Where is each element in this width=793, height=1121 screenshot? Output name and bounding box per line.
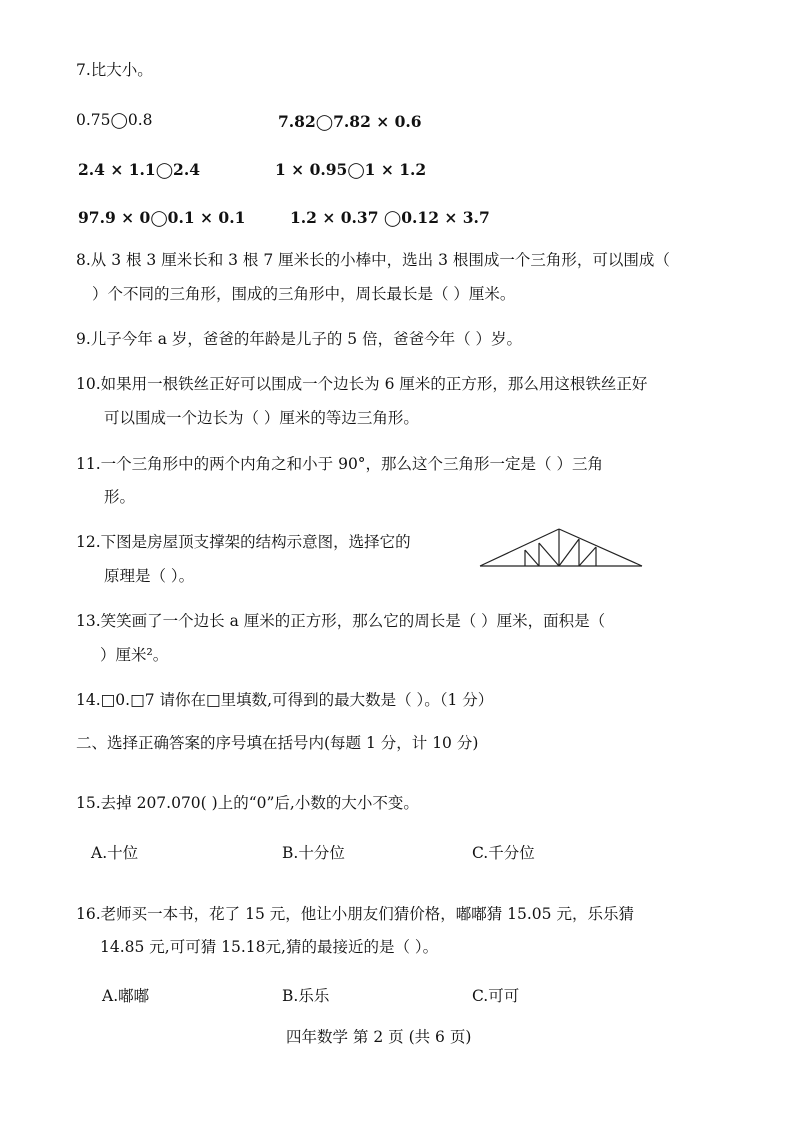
- q16-option-a: A.嘟嘟: [102, 987, 150, 1005]
- q15-option-c: C.千分位: [472, 844, 535, 862]
- q7-row1-right: 7.82◯7.82 × 0.6: [278, 112, 422, 131]
- q14-line1: 14.□0.□7 请你在□里填数,可得到的最大数是（ ）。（1 分）: [76, 691, 494, 709]
- q15-line1: 15.去掉 207.070( )上的“0”后,小数的大小不变。: [76, 794, 419, 812]
- q7-row3-left: 97.9 × 0◯0.1 × 0.1: [78, 208, 246, 227]
- q10-line1: 10.如果用一根铁丝正好可以围成一个边长为 6 厘米的正方形，那么用这根铁丝正好: [76, 375, 648, 393]
- q8-line1: 8.从 3 根 3 厘米长和 3 根 7 厘米长的小棒中，选出 3 根围成一个三角形，可以围成（: [76, 251, 670, 269]
- q7-row2-left: 2.4 × 1.1◯2.4: [78, 160, 201, 179]
- q15-option-a: A.十位: [91, 844, 139, 862]
- q15-option-b: B.十分位: [282, 844, 345, 862]
- q11-line2: 形。: [104, 488, 136, 506]
- roof-truss-diagram: [478, 525, 646, 571]
- q11-line1: 11.一个三角形中的两个内角之和小于 90°，那么这个三角形一定是（ ）三角: [76, 455, 603, 473]
- page-footer: 四年数学 第 2 页 (共 6 页): [286, 1028, 472, 1046]
- q9-line1: 9.儿子今年 a 岁，爸爸的年龄是儿子的 5 倍，爸爸今年（ ）岁。: [76, 330, 523, 348]
- q13-line2: ）厘米²。: [100, 646, 169, 664]
- q16-line2: 14.85 元,可可猜 15.18元,猜的最接近的是（ ）。: [100, 938, 439, 956]
- q7-row2-right: 1 × 0.95◯1 × 1.2: [275, 160, 427, 179]
- q12-line1: 12.下图是房屋顶支撑架的结构示意图，选择它的: [76, 533, 411, 551]
- q10-line2: 可以围成一个边长为（ ）厘米的等边三角形。: [104, 409, 419, 427]
- q7-row3-right: 1.2 × 0.37 ◯0.12 × 3.7: [290, 208, 490, 227]
- q16-option-c: C.可可: [472, 987, 520, 1005]
- q16-line1: 16.老师买一本书，花了 15 元，他让小朋友们猜价格，嘟嘟猜 15.05 元，乐乐猜: [76, 905, 634, 923]
- q13-line1: 13.笑笑画了一个边长 a 厘米的正方形，那么它的周长是（ ）厘米，面积是（: [76, 612, 606, 630]
- q8-line2: ）个不同的三角形，围成的三角形中，周长最长是（ ）厘米。: [92, 285, 516, 303]
- q16-option-b: B.乐乐: [282, 987, 330, 1005]
- q12-line2: 原理是（ ）。: [104, 567, 195, 585]
- q7-row1-left: 0.75◯0.8: [76, 111, 153, 129]
- q7-title: 7.比大小。: [76, 61, 153, 79]
- section2-title: 二、选择正确答案的序号填在括号内(每题 1 分，计 10 分): [76, 734, 479, 752]
